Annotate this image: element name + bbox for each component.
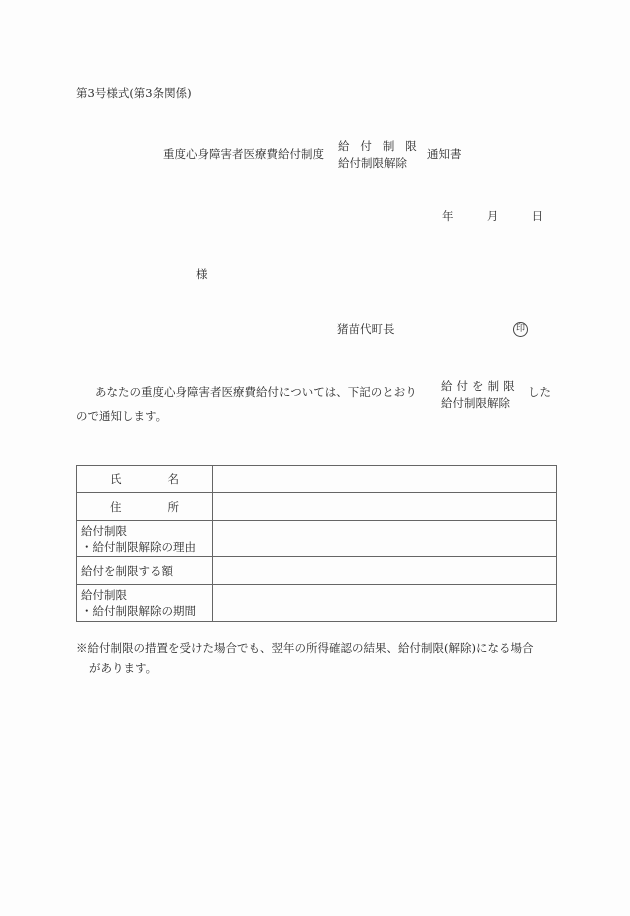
value-reason[interactable] [213, 521, 557, 557]
label-reason: 給付制限 ・給付制限解除の理由 [77, 521, 213, 557]
title-option-restrict: 給付制限 [338, 139, 428, 153]
date-line [442, 211, 543, 223]
body-option-release: 給付制限解除 [441, 396, 510, 410]
value-address[interactable] [213, 493, 557, 521]
note-line2: があります。 [89, 661, 158, 675]
body-suffix: した [528, 385, 551, 399]
date-year: 年 [442, 209, 454, 223]
date-day: 日 [531, 209, 544, 223]
table-row [77, 585, 557, 622]
title-suffix: 通知書 [427, 147, 462, 161]
table-row [77, 521, 557, 557]
recipient-honorific: 様 [196, 267, 208, 281]
label-amount: 給付を制限する額 [77, 557, 213, 585]
value-amount[interactable] [213, 557, 557, 585]
label-period: 給付制限 ・給付制限解除の期間 [77, 585, 213, 622]
label-address: 住 所 [77, 493, 213, 521]
note-line1: ※給付制限の措置を受けた場合でも、翌年の所得確認の結果、給付制限(解除)になる場合 [76, 641, 534, 655]
form-number: 第3号様式(第3条関係) [76, 86, 192, 100]
table-row [77, 557, 557, 585]
document-title: 重度心身障害者医療費給付制度 [163, 147, 324, 161]
body-option-restrict: 給付を制限 [441, 379, 519, 393]
body-text-line1: あなたの重度心身障害者医療費給付については、下記のとおり [95, 385, 417, 399]
date-month: 月 [486, 209, 499, 223]
issuer-name: 猪苗代町長 [337, 322, 395, 336]
seal-icon: 印 [513, 322, 528, 337]
body-options [441, 378, 519, 412]
title-options [338, 138, 428, 172]
table-row [77, 493, 557, 521]
body-text-line2: ので通知します。 [76, 409, 168, 423]
title-option-release: 給付制限解除 [338, 156, 407, 170]
value-period[interactable] [213, 585, 557, 622]
details-table [76, 465, 557, 622]
table-row [77, 466, 557, 493]
value-name[interactable] [213, 466, 557, 493]
label-name: 氏 名 [77, 466, 213, 493]
